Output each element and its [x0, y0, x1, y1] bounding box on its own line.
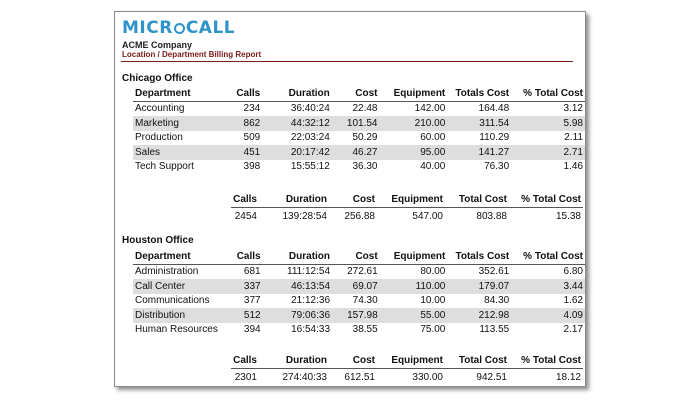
cell: 337 — [235, 279, 263, 294]
cell: 311.54 — [447, 116, 511, 131]
cell: 509 — [243, 132, 261, 144]
col-header: Calls — [231, 353, 259, 368]
cell: 256.88 — [344, 211, 375, 223]
table-row — [133, 145, 585, 160]
table-row — [133, 279, 585, 294]
col-header: Cost — [329, 192, 377, 207]
cell: 274:40:33 — [282, 372, 327, 384]
totals-table-chicago — [231, 192, 583, 224]
cell: 210.00 — [380, 116, 448, 131]
cell: 38.55 — [352, 324, 378, 336]
cell: 40.00 — [420, 161, 446, 173]
cell: 803.88 — [476, 211, 507, 223]
cell: 212.98 — [447, 308, 511, 323]
col-header: Duration — [259, 192, 329, 207]
cell: 862 — [234, 116, 262, 131]
cell: 157.98 — [332, 308, 380, 323]
company-name: ACME Company — [122, 40, 193, 50]
cell: 46.27 — [332, 145, 380, 160]
col-header: Duration — [262, 86, 332, 101]
cell: 352.61 — [478, 266, 510, 278]
cell: 36.30 — [352, 161, 378, 173]
cell: 10.00 — [420, 295, 446, 307]
cell: 110.00 — [380, 279, 448, 294]
cell: 2.71 — [511, 145, 585, 160]
office-title-chicago: Chicago Office — [122, 73, 193, 84]
cell: 3.44 — [511, 279, 585, 294]
cell: 60.00 — [420, 132, 446, 144]
cell: 74.30 — [352, 295, 378, 307]
cell: 55.00 — [380, 308, 448, 323]
totals-row — [231, 207, 583, 224]
cell: Administration — [135, 266, 199, 278]
cell: 36:40:24 — [290, 103, 330, 115]
col-header: Calls — [235, 249, 263, 264]
col-header: % Total Cost — [511, 249, 585, 264]
cell: 84.30 — [484, 295, 510, 307]
cell: 142.00 — [414, 103, 446, 115]
cell: 5.98 — [511, 116, 585, 131]
totals-header-row — [231, 353, 583, 368]
microcall-logo: MICR CALL — [122, 18, 236, 38]
col-header: % Total Cost — [509, 353, 583, 368]
col-header: Department — [133, 249, 235, 264]
cell: 179.07 — [447, 279, 511, 294]
col-header: Cost — [332, 86, 380, 101]
cell: 377 — [243, 295, 261, 307]
cell: 2301 — [234, 372, 257, 384]
col-header: % Total Cost — [511, 86, 585, 101]
cell: 1.46 — [563, 161, 583, 173]
cell: 15.38 — [555, 211, 581, 223]
cell: 80.00 — [420, 266, 446, 278]
header-divider — [121, 61, 573, 62]
cell: 101.54 — [332, 116, 380, 131]
cell: 16:54:33 — [291, 324, 331, 336]
table-row — [133, 160, 585, 175]
cell: Distribution — [133, 308, 235, 323]
dept-table-chicago — [133, 86, 585, 174]
col-header: Cost — [332, 249, 380, 264]
cell: 76.30 — [484, 161, 510, 173]
cell: 1.62 — [563, 295, 583, 307]
table-row — [133, 131, 585, 146]
totals-header-row — [231, 192, 583, 207]
cell: 22.48 — [352, 103, 378, 115]
cell: Human Resources — [135, 324, 218, 336]
cell: 547.00 — [412, 211, 443, 223]
cell: 451 — [234, 145, 262, 160]
totals-table-houston — [231, 353, 583, 385]
cell: Production — [135, 132, 183, 144]
cell: 942.51 — [476, 372, 507, 384]
cell: 95.00 — [380, 145, 448, 160]
col-header: Calls — [231, 192, 259, 207]
report-subtitle: Location / Department Billing Report — [122, 50, 262, 59]
table-row — [133, 116, 585, 131]
cell: 139:28:54 — [282, 211, 327, 223]
cell: 22:03:24 — [290, 132, 330, 144]
cell: 2454 — [234, 211, 257, 223]
cell: 20:17:42 — [262, 145, 332, 160]
cell: Call Center — [133, 279, 235, 294]
cell: 79:06:36 — [263, 308, 332, 323]
cell: 6.80 — [563, 266, 583, 278]
cell: 398 — [243, 161, 261, 173]
cell: 234 — [243, 103, 261, 115]
col-header: Equipment — [380, 249, 448, 264]
cell: 164.48 — [478, 103, 510, 115]
cell: 44:32:12 — [262, 116, 332, 131]
col-header: Duration — [259, 353, 329, 368]
table-row — [133, 294, 585, 309]
cell: 681 — [243, 266, 261, 278]
table-row — [133, 101, 585, 116]
table-header-row — [133, 86, 585, 101]
table-row — [133, 323, 585, 338]
cell: 50.29 — [352, 132, 378, 144]
cell: 15:55:12 — [290, 161, 330, 173]
cell: Accounting — [135, 103, 185, 115]
col-header: Totals Cost — [447, 249, 511, 264]
cell: 75.00 — [420, 324, 446, 336]
totals-row — [231, 368, 583, 385]
cell: Sales — [133, 145, 234, 160]
cell: Marketing — [133, 116, 234, 131]
cell: 113.55 — [479, 324, 510, 336]
cell: 612.51 — [344, 372, 375, 384]
cell: Tech Support — [135, 161, 194, 173]
col-header: Calls — [234, 86, 262, 101]
cell: 272.61 — [347, 266, 378, 278]
billing-report — [114, 11, 586, 387]
table-row — [133, 308, 585, 323]
cell: 2.17 — [563, 324, 583, 336]
cell: 110.29 — [479, 132, 510, 144]
cell: 21:12:36 — [291, 295, 331, 307]
cell: Communications — [135, 295, 210, 307]
dept-table-houston — [133, 249, 585, 337]
cell: 3.12 — [563, 103, 583, 115]
table-row — [133, 264, 585, 279]
table-header-row — [133, 249, 585, 264]
col-header: Cost — [329, 353, 377, 368]
cell: 4.09 — [511, 308, 585, 323]
cell: 46:13:54 — [263, 279, 332, 294]
cell: 69.07 — [332, 279, 380, 294]
col-header: Department — [133, 86, 234, 101]
office-title-houston: Houston Office — [122, 235, 194, 246]
col-header: Totals Cost — [447, 86, 511, 101]
col-header: Total Cost — [445, 192, 509, 207]
cell: 330.00 — [412, 372, 443, 384]
col-header: % Total Cost — [509, 192, 583, 207]
col-header: Equipment — [377, 353, 445, 368]
cell: 141.27 — [447, 145, 511, 160]
col-header: Total Cost — [445, 353, 509, 368]
cell: 111:12:54 — [287, 266, 331, 278]
col-header: Equipment — [380, 86, 448, 101]
logo-o-ring-icon — [174, 23, 185, 34]
cell: 394 — [243, 324, 261, 336]
cell: 512 — [235, 308, 263, 323]
col-header: Equipment — [377, 192, 445, 207]
col-header: Duration — [263, 249, 332, 264]
cell: 2.11 — [564, 132, 583, 144]
cell: 18.12 — [555, 372, 581, 384]
